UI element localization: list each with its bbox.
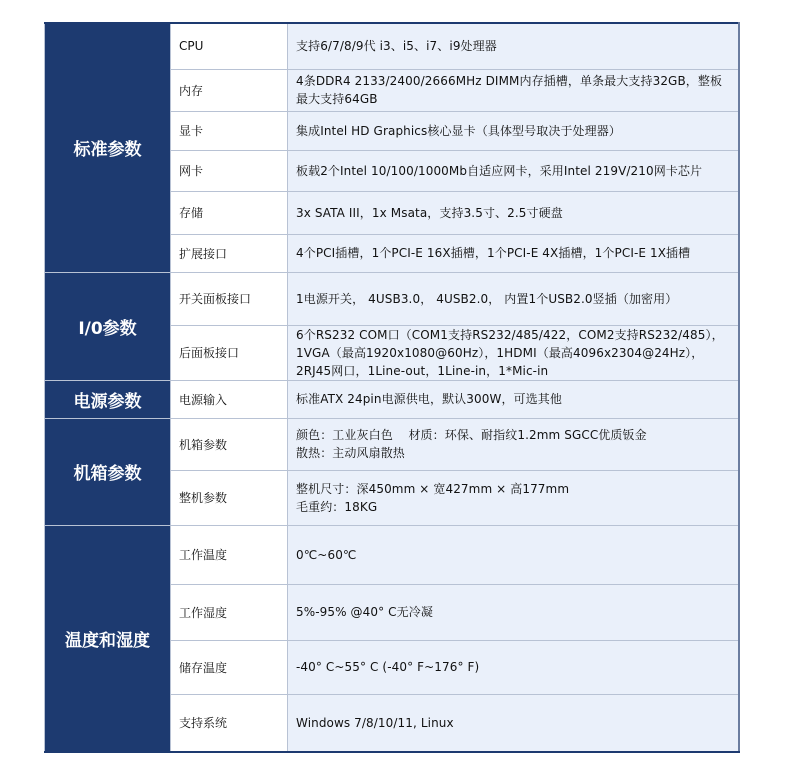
spec-table xyxy=(44,22,740,753)
group-temp-humidity: 温度和湿度 xyxy=(45,525,171,752)
spec-name-cpu: CPU xyxy=(171,23,288,69)
spec-name-work-temp: 工作温度 xyxy=(171,525,288,584)
spec-name-os: 支持系统 xyxy=(171,694,288,752)
spec-name-memory: 内存 xyxy=(171,69,288,111)
group-power: 电源参数 xyxy=(45,380,171,418)
group-chassis: 机箱参数 xyxy=(45,418,171,525)
spec-value-chassis-line2: 散热：主动风扇散热 xyxy=(296,446,405,460)
spec-value-storage: 3x SATA III，1x Msata，支持3.5寸、2.5寸硬盘 xyxy=(288,191,739,234)
group-io: I/0参数 xyxy=(45,272,171,380)
spec-name-front-panel: 开关面板接口 xyxy=(171,272,288,325)
spec-name-storage: 存储 xyxy=(171,191,288,234)
spec-value-os: Windows 7/8/10/11, Linux xyxy=(288,694,739,752)
spec-value-chassis-line1: 颜色：工业灰白色 材质：环保、耐指纹1.2mm SGCC优质钣金 xyxy=(296,428,647,442)
spec-value-work-temp: 0℃~60℃ xyxy=(288,525,739,584)
spec-name-expansion: 扩展接口 xyxy=(171,234,288,272)
spec-name-rear-panel: 后面板接口 xyxy=(171,325,288,380)
spec-name-network: 网卡 xyxy=(171,150,288,191)
spec-name-storage-temp: 储存温度 xyxy=(171,640,288,694)
spec-value-expansion: 4个PCI插槽，1个PCI-E 16X插槽，1个PCI-E 4X插槽，1个PCI-E 1X插槽 xyxy=(288,234,739,272)
spec-value-cpu: 支持6/7/8/9代 i3、i5、i7、i9处理器 xyxy=(288,23,739,69)
spec-value-work-humidity: 5%-95% @40° C无冷凝 xyxy=(288,584,739,640)
spec-name-machine: 整机参数 xyxy=(171,470,288,525)
spec-value-storage-temp: -40° C~55° C (-40° F~176° F) xyxy=(288,640,739,694)
spec-name-work-humidity: 工作湿度 xyxy=(171,584,288,640)
spec-value-machine-line2: 毛重约：18KG xyxy=(296,499,378,514)
spec-value-rear-panel: 6个RS232 COM口（COM1支持RS232/485/422，COM2支持RS232/485），1VGA（最高1920x1080@60Hz），1HDMI（最高4096x2304@24Hz），2RJ45网口，1Line-out，1Line-in，1*Mic-in xyxy=(288,325,739,380)
spec-value-chassis xyxy=(288,418,739,470)
group-standard: 标准参数 xyxy=(45,23,171,272)
spec-value-power-input: 标准ATX 24pin电源供电，默认300W，可选其他 xyxy=(288,380,739,418)
spec-value-network: 板载2个Intel 10/100/1000Mb自适应网卡，采用Intel 219V/210网卡芯片 xyxy=(288,150,739,191)
spec-name-graphics: 显卡 xyxy=(171,111,288,150)
spec-name-power-input: 电源输入 xyxy=(171,380,288,418)
spec-value-machine-line1: 整机尺寸：深450mm × 宽427mm × 高177mm xyxy=(296,481,570,496)
spec-value-graphics: 集成Intel HD Graphics核心显卡（具体型号取决于处理器） xyxy=(288,111,739,150)
spec-value-memory: 4条DDR4 2133/2400/2666MHz DIMM内存插槽，单条最大支持32GB，整板最大支持64GB xyxy=(288,69,739,111)
spec-value-front-panel: 1电源开关， 4USB3.0， 4USB2.0， 内置1个USB2.0竖插（加密用） xyxy=(288,272,739,325)
spec-name-chassis: 机箱参数 xyxy=(171,418,288,470)
spec-value-machine xyxy=(288,470,739,525)
